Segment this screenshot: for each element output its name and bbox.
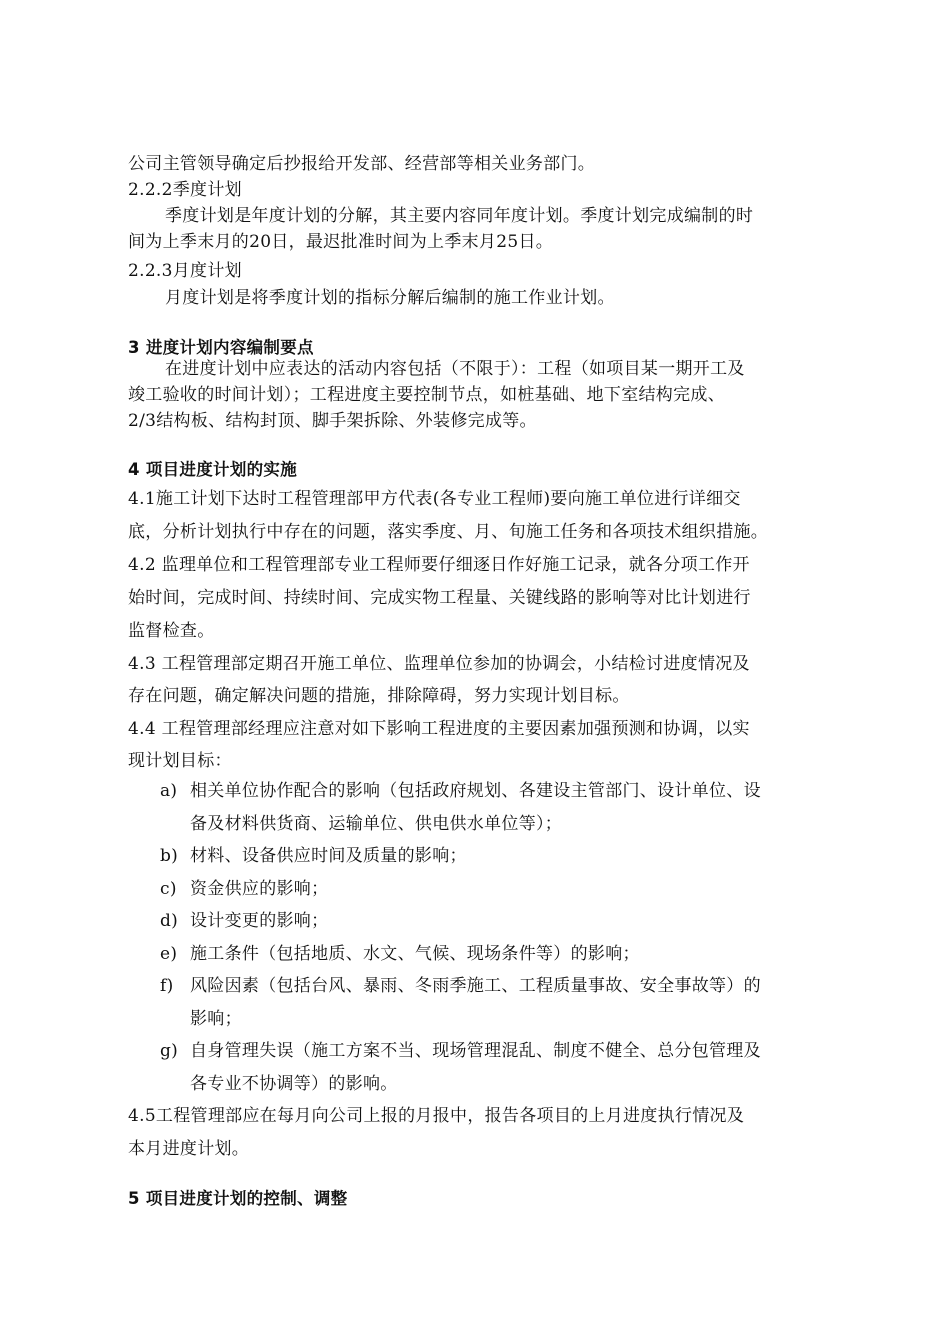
text-line: 4.3 工程管理部定期召开施工单位、监理单位参加的协调会，小结检讨进度情况及 bbox=[128, 654, 750, 674]
text-line: 竣工验收的时间计划）；工程进度主要控制节点，如桩基础、地下室结构完成、 bbox=[128, 385, 725, 405]
list-item-marker: c) bbox=[160, 879, 177, 899]
list-item-text: 自身管理失误（施工方案不当、现场管理混乱、制度不健全、总分包管理及 bbox=[190, 1041, 761, 1061]
text-line: 公司主管领导确定后抄报给开发部、经营部等相关业务部门。 bbox=[128, 154, 596, 174]
list-item-text: 资金供应的影响； bbox=[190, 879, 329, 899]
list-item-marker: d) bbox=[160, 911, 179, 931]
list-item-continuation: 各专业不协调等）的影响。 bbox=[190, 1074, 398, 1094]
section-heading: 2.2.3月度计划 bbox=[128, 261, 242, 281]
text-line: 底，分析计划执行中存在的问题，落实季度、月、旬施工任务和各项技术组织措施。 bbox=[128, 522, 769, 542]
section-heading: 4 项目进度计划的实施 bbox=[128, 460, 298, 479]
list-item-text: 材料、设备供应时间及质量的影响； bbox=[190, 846, 467, 866]
list-item-marker: a) bbox=[160, 781, 178, 801]
list-item-continuation: 影响； bbox=[190, 1009, 242, 1029]
text-line: 存在问题，确定解决问题的措施，排除障碍，努力实现计划目标。 bbox=[128, 686, 630, 706]
text-line: 间为上季末月的20日，最迟批准时间为上季末月25日。 bbox=[128, 232, 554, 252]
list-item bbox=[160, 1041, 761, 1061]
list-item bbox=[160, 846, 467, 866]
list-item-continuation: 备及材料供货商、运输单位、供电供水单位等）； bbox=[190, 814, 563, 834]
text-line: 2/3结构板、结构封顶、脚手架拆除、外装修完成等。 bbox=[128, 411, 537, 431]
section-heading: 3 进度计划内容编制要点 bbox=[128, 338, 314, 357]
list-item bbox=[160, 911, 328, 931]
list-item-marker: b) bbox=[160, 846, 179, 866]
list-item-text: 设计变更的影响； bbox=[190, 911, 329, 931]
list-item-marker: g) bbox=[160, 1041, 179, 1061]
list-item bbox=[160, 781, 761, 801]
text-line: 月度计划是将季度计划的指标分解后编制的施工作业计划。 bbox=[165, 288, 615, 308]
text-line: 4.1施工计划下达时工程管理部甲方代表(各专业工程师)要向施工单位进行详细交 bbox=[128, 489, 741, 509]
list-item bbox=[160, 976, 761, 996]
list-item-text: 风险因素（包括台风、暴雨、冬雨季施工、工程质量事故、安全事故等）的 bbox=[190, 976, 761, 996]
text-line: 4.5工程管理部应在每月向公司上报的月报中，报告各项目的上月进度执行情况及 bbox=[128, 1106, 745, 1126]
text-line: 本月进度计划。 bbox=[128, 1139, 250, 1159]
list-item-marker: e) bbox=[160, 944, 178, 964]
section-heading: 5 项目进度计划的控制、调整 bbox=[128, 1189, 348, 1208]
list-item-text: 相关单位协作配合的影响（包括政府规划、各建设主管部门、设计单位、设 bbox=[190, 781, 761, 801]
text-line: 4.4 工程管理部经理应注意对如下影响工程进度的主要因素加强预测和协调，以实 bbox=[128, 719, 750, 739]
text-line: 4.2 监理单位和工程管理部专业工程师要仔细逐日作好施工记录，就各分项工作开 bbox=[128, 555, 750, 575]
text-line: 在进度计划中应表达的活动内容包括（不限于）：工程（如项目某一期开工及 bbox=[165, 359, 745, 379]
text-line: 监督检查。 bbox=[128, 621, 215, 641]
list-item bbox=[160, 879, 328, 899]
text-line: 季度计划是年度计划的分解，其主要内容同年度计划。季度计划完成编制的时 bbox=[165, 206, 754, 226]
section-heading: 2.2.2季度计划 bbox=[128, 180, 242, 200]
text-line: 现计划目标： bbox=[128, 751, 232, 771]
text-line: 始时间，完成时间、持续时间、完成实物工程量、关键线路的影响等对比计划进行 bbox=[128, 588, 751, 608]
list-item-text: 施工条件（包括地质、水文、气候、现场条件等）的影响； bbox=[190, 944, 640, 964]
list-item-marker: f) bbox=[160, 976, 174, 996]
list-item bbox=[160, 944, 640, 964]
